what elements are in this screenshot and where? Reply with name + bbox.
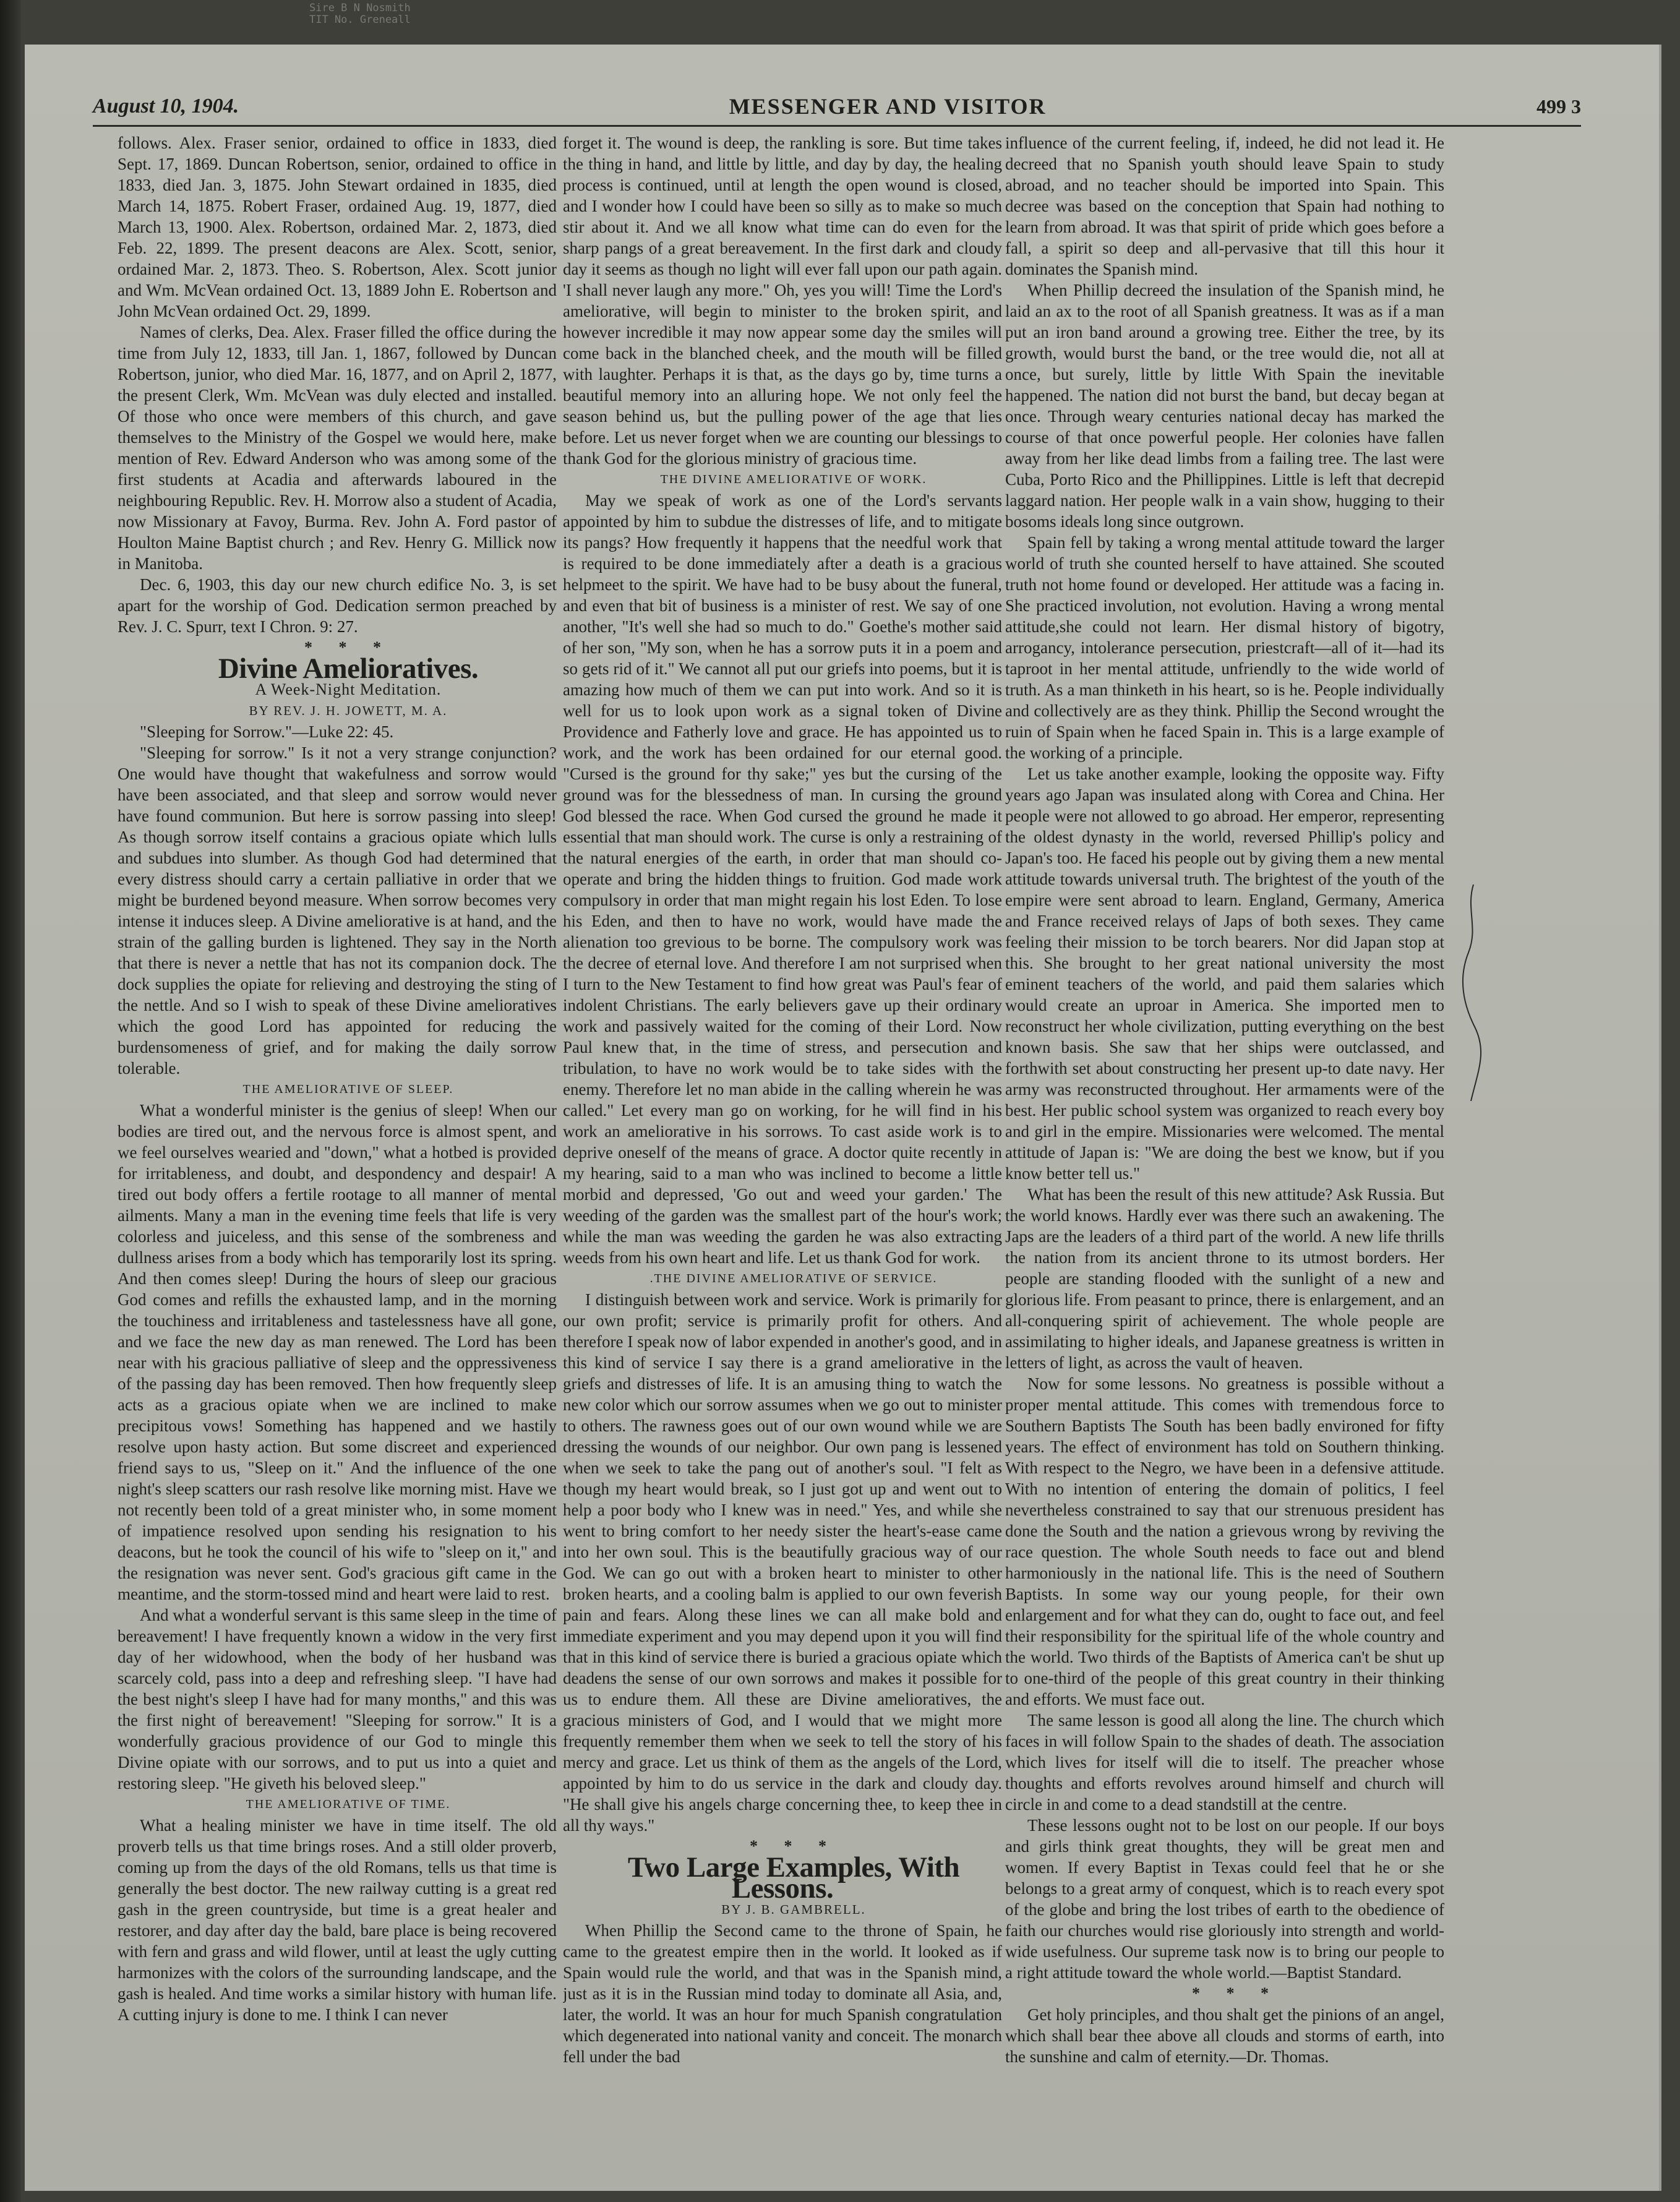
article-title: Two Large Examples, With Lessons. — [627, 1851, 960, 1904]
col2-paragraph: I distinguish between work and service. Work is primarily for our own profit; service is primarily profit for others. And therefore I speak now of labor expended in another's good, and in this kind of service I say there is a grand ameliorative in the griefs and distresses of life. It is an amusing thing to watch the new color which our sorrow assumes when we go out to minister to others. The rawness goes out of our own wound while we are dressing the wounds of our neighbor. Our own pang is lessened when we seek to take the pang out of another's soul. "I felt as though my heart would break, so I just got up and went out to help a poor body who I knew was in need." Yes, and while she went to bring comfort to her needy sister the heart's-ease came into her own soul. This is the beautifully gracious way of our God. We can go out with a broken heart to minister to other broken hearts, and a cooling balm is applied to our own feverish pain and fears. Along these lines we can all make bold and immediate experiment and you may depend upon it you will find that in this kind of service there is buried a gracious opiate which deadens the sense of our own sorrows and makes it possible for us to endure them. All these are Divine amelioratives, the gracious ministers of God, and I would that we might more frequently remember them when we seek to tell the story of his mercy and grace. Let us think of them as the angels of the Lord, appointed by him to do us service in the dark and cloudy day. "He shall give his angels charge concerning thee, to keep thee in all thy ways." — [563, 1290, 1002, 1835]
scan-edge — [0, 0, 21, 2202]
subheading: THE DIVINE AMELIORATIVE OF WORK. — [660, 473, 927, 486]
section-divider: * * * — [304, 638, 392, 656]
col1-paragraph: Dec. 6, 1903, this day our new church edifice No. 3, is set apart for the worship of God. Dedication sermon preached by Rev. J. C. Spurr, text I Chron. 9: 27. — [118, 575, 557, 636]
col1-paragraph: follows. Alex. Fraser senior, ordained to office in 1833, died Sept. 17, 1869. Duncan Robertson, senior, ordained to office in 1833, died Jan. 3, 1875. John Stewart ordained in 1835, died March 14, 1875. Robert Fraser, ordained Aug. 19, 1877, died March 13, 1900. Alex. Robertson, ordained Mar. 2, 1873, died Feb. 22, 1899. The present deacons are Alex. Scott, senior, ordained Mar. 2, 1873. Theo. S. Robertson, Alex. Scott junior and Wm. McVean ordained Oct. 13, 1889 John E. Robertson and John McVean ordained Oct. 29, 1899. — [118, 134, 557, 320]
col3-paragraph: These lessons ought not to be lost on our people. If our boys and girls think great thoughts, they will be great men and women. If every Baptist in Texas could feel that he or she belongs to a great army of conquest, which is to reach every spot of the globe and bring the lost tribes of earth to the obedience of faith our churches would rise gloriously into strength and world-wide usefulness. Our supreme task now is to bring our people to a right attitude toward the whole world.—Baptist Standard. — [1005, 1816, 1444, 1982]
article-subtitle: A Week-Night Meditation. — [255, 680, 442, 698]
section-divider: * * * — [1192, 1984, 1280, 2002]
closing-quote: Get holy principles, and thou shalt get the pinions of an angel, which shall bear thee above all clouds and storms of earth, into the sunshine and calm of eternity.—Dr. Thomas. — [1005, 2005, 1444, 2066]
col3-paragraph: Let us take another example, looking the opposite way. Fifty years ago Japan was insulated along with Corea and China. Her people were not allowed to go abroad. Her emperor, representing the oldest dynasty in the world, reversed Phillip's policy and Japan's too. He faced his people out by giving them a new mental attitude towards universal truth. The brightest of the youth of the empire were sent abroad to learn. England, Germany, America and France received relays of Japs of both sexes. They came feeling their mission to be torch bearers. Nor did Japan stop at this. She brought to her great national university the most eminent teachers of the world, and paid them salaries which would create an uproar in America. She imported men to reconstruct her whole civilization, putting everything on the best known basis. She saw that her ships were outclassed, and forthwith set about constructing her present up-to date navy. Her army was reconstructed throughout. Her armaments were of the best. Her public school system was organized to reach every boy and girl in the empire. Missionaries were welcomed. The mental attitude of Japan is: "We are doing the best we know, but if you know better tell us." — [1005, 765, 1444, 1183]
article-title: Divine Amelioratives. — [218, 653, 479, 685]
archive-stamp-line2: TIT No. Greneall — [309, 14, 411, 26]
subheading: THE AMELIORATIVE OF TIME. — [246, 1797, 451, 1811]
col3-paragraph: influence of the current feeling, if, indeed, he did not lead it. He decreed that no Spanish youth should leave Spain to study abroad, and no teacher should be imported into Spain. This decree was based on the conception that Spain had nothing to learn from abroad. It was that spirit of pride which goes before a fall, a spirit so deep and all-pervasive that till this hour it dominates the Spanish mind. — [1005, 134, 1444, 278]
col1-paragraph: What a healing minister we have in time itself. The old proverb tells us that time brings roses. And a still older proverb, coming up from the days of the old Romans, tells us that time is generally the best doctor. The new railway cutting is a great red gash in the green countryside, but time is a great healer and restorer, and day after day the bald, bare place is being recovered with fern and grass and wild flower, until at least the ugly cutting harmonizes with the colors of the surrounding landscape, and the gash is healed. And time works a similar history with human life. A cutting injury is done to me. I think I can never — [118, 1816, 557, 2024]
col2-paragraph: May we speak of work as one of the Lord's servants appointed by him to subdue the distresses of life, and to mitigate its pangs? How frequently it happens that the needful work that is required to be done immediately after a death is a gracious helpmeet to the spirit. We have had to be busy about the funeral, and even that bit of business is a minister of rest. We say of one another, "It's well she had so much to do." Goethe's mother said of her son, "My son, when he has a sorrow puts it in a poem and so gets rid of it." We cannot all put our griefs into poems, but it is amazing how much of them we can put into work. And so it is well for us to look upon work as a signal token of Divine Providence and Fatherly love and grace. He has appointed us to work, and the work has been ordained for our eternal good. "Cursed is the ground for thy sake;" yes but the cursing of the ground was for the blessedness of man. In cursing the ground God blessed the race. When God cursed the ground he made it essential that man should work. The curse is only a restraining of the natural energies of the earth, in order that man should co-operate and bring the hidden things to fruition. God made work compulsory in order that man might regain his lost Eden. To lose his Eden, and then to have no work, would have made the alienation too grevious to be borne. The compulsory work was the decree of eternal love. And therefore I am not surprised when I turn to the New Testament to find how great was Paul's fear of indolent Christians. The early believers gave up their ordinary work and passively waited for the coming of their Lord. Now Paul knew that, in the time of stress, and persecution and tribulation, to have no work would be to take sides with the enemy. Therefore let no man abide in the calling wherein he was called." Let every man go on working, for he will find in his work an ameliorative in his sorrows. To cast aside work is to deprive oneself of the means of grace. A doctor quite recently in my hearing, said to a man who was inclined to become a little morbid and depressed, 'Go out and weed your garden.' The weeding of the garden was the smallest part of the hour's work; while the man was weeding the garden he was also extracting weeds from his own heart and life. Let us thank God for work. — [563, 491, 1002, 1267]
col2-paragraph: forget it. The wound is deep, the rankling is sore. But time takes the thing in hand, and little by little, and day by day, the healing process is continued, until at length the open wound is closed, and I wonder how I could have been so silly as to make so much stir about it. And we all know what time can do even for the sharp pangs of a great bereavement. In the first dark and cloudy day it seems as though no light will ever fall upon our path again. 'I shall never laugh any more." Oh, yes you will! Time the Lord's ameliorative, will begin to minister to the broken spirit, and however incredible it may now appear some day the smiles will come back in the blanched cheek, and the mouth will be filled with laughter. Perhaps it is that, as the days go by, time turns a beautiful memory into an alluring hope. We not only feel the season behind us, but the pulling power of the age that lies before. Let us never forget when we are counting our blessings to thank God for the glorious ministry of gracious time. — [563, 134, 1002, 468]
column-1 — [118, 132, 557, 2174]
subheading: .THE DIVINE AMELIORATIVE OF SERVICE. — [649, 1272, 938, 1285]
col3-paragraph: The same lesson is good all along the line. The church which faces in will follow Spain to the shades of death. The association which lives for itself will die to itself. The preacher whose thoughts and efforts revolves around himself and church will circle in and come to a dead standstill at the centre. — [1005, 1711, 1444, 1814]
archive-stamp — [309, 2, 411, 26]
publication-title: MESSENGER AND VISITOR — [729, 94, 1047, 119]
col1-paragraph: And what a wonderful servant is this same sleep in the time of bereavement! I have frequently known a widow in the very first day of her widowhood, when the body of her husband was scarcely cold, pass into a deep and refreshing sleep. "I have had the best night's sleep I have had for many months," and this was the first night of bereavement! "Sleeping for sorrow." It is a wonderfully gracious providence of our God to mingle this Divine opiate with our sorrows, and to put us into a quiet and restoring sleep. "He giveth his beloved sleep." — [118, 1606, 557, 1793]
column-2 — [563, 132, 1002, 2174]
archive-stamp-line1: Sire B N Nosmith — [309, 2, 411, 14]
column-3 — [1005, 132, 1444, 2174]
col1-paragraph: "Sleeping for sorrow." Is it not a very strange conjunction? One would have thought that wakefulness and sorrow would have been associated, and that sleep and sorrow would never have found communion. But here is sorrow passing into sleep! As though sorrow itself contains a gracious opiate which lulls and subdues into slumber. As though God had determined that every distress should carry a certain palliative in order that we might be burdened beyond measure. When sorrow becomes very intense it induces sleep. A Divine ameliorative is at hand, and the strain of the galling burden is lightened. They say in the North that there is never a nettle that has not its companion dock. The dock supplies the opiate for relieving and destroying the sting of the nettle. And so I wish to speak of these Divine amelioratives which the good Lord has appointed for reducing the burdensomeness of grief, and for making the daily sorrow tolerable. — [118, 743, 557, 1077]
col3-paragraph: When Phillip decreed the insulation of the Spanish mind, he laid an ax to the root of all Spanish greatness. It was as if a man put an iron band around a growing tree. Either the tree, by its growth, would burst the band, or the tree would die, not all at once, but surely, little by little With Spain the inevitable happened. The nation did not burst the band, but decay began at once. Through weary centuries national decay has marked the course of that once powerful people. Her colonies have fallen away from her like dead limbs from a failing tree. The last were Cuba, Porto Rico and the Phillippines. Little is left that decrepid laggard nation. Her people walk in a vain show, hugging to their bosoms ideals long since outgrown. — [1005, 281, 1444, 531]
subheading: THE AMELIORATIVE OF SLEEP. — [242, 1082, 454, 1096]
article-byline: BY REV. J. H. JOWETT, M. A. — [249, 703, 448, 718]
col3-paragraph: Now for some lessons. No greatness is possible without a proper mental attitude. This comes with tremendous force to Southern Baptists The South has been badly environed for fifty years. The effect of environment has told on Southern thinking. With respect to the Negro, we have been in a defensive attitude. With no intention of entering the domain of politics, I feel nevertheless constrained to say that our strenuous president has done the South and the nation a grievous wrong by reviving the race question. The whole South needs to face out and blend harmoniously in the national life. This is the need of Southern Baptists. In some way our young people, for their own enlargement and for what they can do, ought to face out, and feel their responsibility for the spiritual life of the whole country and the world. Two thirds of the Baptists of America can't be shut up to one-third of the people of this great country in their thinking and efforts. We must face out. — [1005, 1374, 1444, 1708]
epigraph: "Sleeping for Sorrow."—Luke 22: 45. — [140, 722, 394, 741]
page-number: 499 3 — [1536, 95, 1581, 118]
col3-paragraph: Spain fell by taking a wrong mental attitude toward the larger world of truth she counted herself to have attained. She scouted truth not home found or developed. Her attitude was a facing in. She practiced involution, not evolution. Having a wrong mental attitude,she could not learn. Her dismal history of bigotry, arrogancy, intolerance persecution, priestcraft—all of it—had its taproot in her mental attitude, unfriendly to the wide world of truth. As a man thinketh in his heart, so is he. People individually and collectively are as they think. Phillip the Second wrought the ruin of Spain when he faced Spain in. This is a large example of the working of a principle. — [1005, 533, 1444, 762]
article-byline: BY J. B. GAMBRELL. — [721, 1902, 866, 1917]
page-header — [93, 88, 1581, 127]
col2-paragraph: When Phillip the Second came to the throne of Spain, he came to the greatest empire then in the world. It looked as if Spain would rule the world, and that was in the Spanish mind, just as it is in the Russian mind today to dominate all Asia, and, later, the world. It was an hour for much Spanish congratulation which degenerated into national vanity and conceit. The monarch fell under the bad — [563, 1921, 1002, 2066]
section-divider: * * * — [750, 1837, 838, 1855]
col3-paragraph: What has been the result of this new attitude? Ask Russia. But the world knows. Hardly ever was there such an awakening. The Japs are the leaders of a third part of the world. A new life thrills the nation from its ancient throne to its utmost borders. Her people are standing flooded with the sunlight of a new and glorious life. From peasant to prince, there is enlargement, and an all-conquering spirit of achievement. The whole people are assimilating to higher ideals, and Japanese greatness is written in letters of light, as across the vault of heaven. — [1005, 1185, 1444, 1372]
col1-paragraph: What a wonderful minister is the genius of sleep! When our bodies are tired out, and the nervous force is almost spent, and we feel ourselves wearied and "down," what a hotbed is provided for irritableness, and doubt, and despondency and despair! A tired out body offers a fertile rootage to all manner of mental ailments. Many a man in the evening time feels that life is very colorless and juiceless, and this sense of the sombreness and dullness arises from a body which has temporarily lost its spring. And then comes sleep! During the hours of sleep our gracious God comes and refills the exhausted lamp, and in the morning the touchiness and irritableness and tastelessness have all gone, and we face the new day as man renewed. The Lord has been near with his gracious palliative of sleep and the oppressiveness of the passing day has been removed. Then how frequently sleep acts as a gracious opiate when we are inclined to make precipitous vows! Something has happened and we hastily resolve upon hasty action. But some discreet and experienced friend says to us, "Sleep on it." And the influence of the one night's sleep scatters our rash resolve like morning mist. Have we not recently been told of a great minister who, in some moment of impatience resolved upon sending his resignation to his deacons, but he took the council of his wife to "sleep on it," and the resignation was never sent. God's gracious gift came in the meantime, and the storm-tossed mind and heart were laid to rest. — [118, 1101, 557, 1603]
col1-paragraph: Names of clerks, Dea. Alex. Fraser filled the office during the time from July 12, 1833, till Jan. 1, 1867, followed by Duncan Robertson, junior, who died Mar. 16, 1877, and on April 2, 1877, the present Clerk, Wm. McVean was duly elected and installed. Of those who once were members of this church, and gave themselves to the Ministry of the Gospel we would here, make mention of Rev. Edward Anderson who was among some of the first students at Acadia and afterwards laboured in the neighbouring Republic. Rev. H. Morrow also a student of Acadia, now Missionary at Favoy, Burma. Rev. John A. Ford pastor of Houlton Maine Baptist church ; and Rev. Henry G. Millick now in Manitoba. — [118, 323, 557, 573]
header-date: August 10, 1904. — [93, 95, 239, 118]
pen-margin-mark — [1460, 885, 1485, 1101]
